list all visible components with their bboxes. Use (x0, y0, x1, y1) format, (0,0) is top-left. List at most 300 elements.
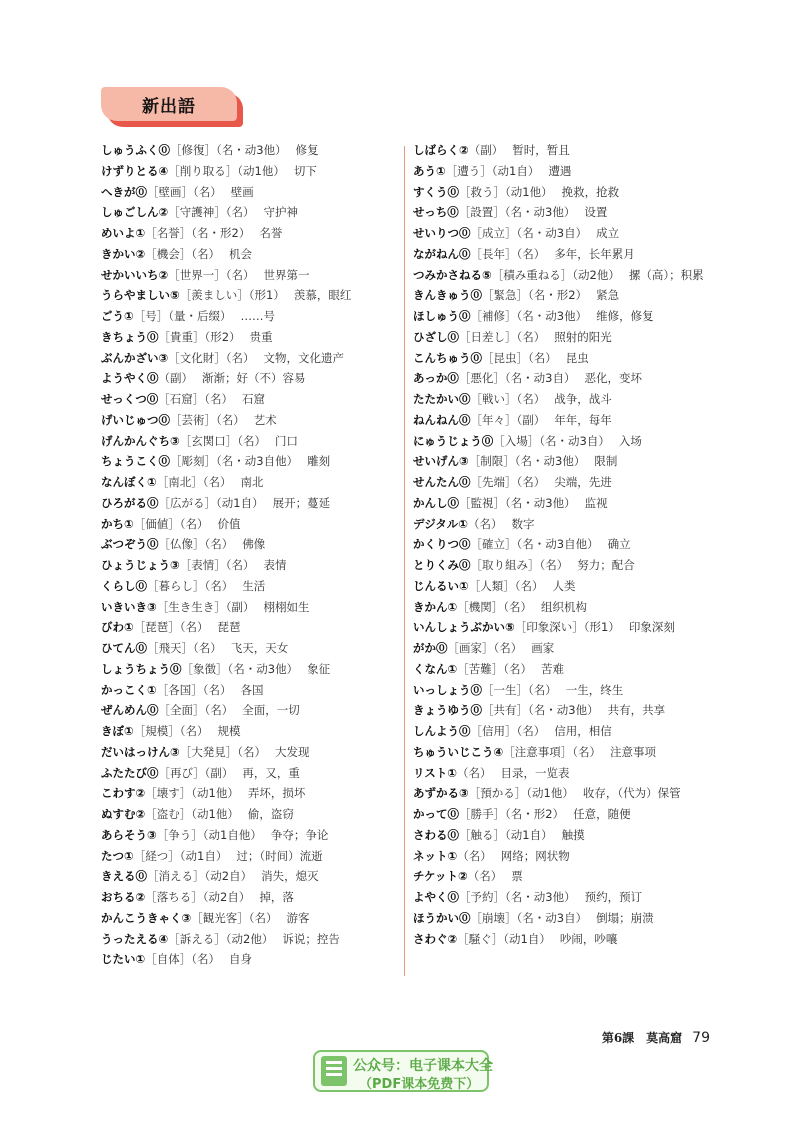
vocab-reading: かっこく① (101, 682, 157, 697)
vocab-entry (101, 265, 401, 286)
vocab-entry (413, 617, 743, 638)
vocab-meaning: 艺术 (253, 412, 277, 427)
vocab-kanji: ［象徴］ (181, 661, 228, 676)
vocab-reading: じたい① (101, 952, 146, 967)
vocab-entry (413, 285, 743, 306)
vocab-entry (101, 140, 401, 161)
lesson-label: 第6課 莫高窟 (601, 1031, 683, 1045)
vocab-entry (101, 244, 401, 265)
vocab-entry (413, 597, 743, 618)
vocab-entry (413, 555, 743, 576)
vocab-kanji: ［削り取る］ (168, 163, 238, 178)
vocab-meaning: 名誉 (259, 226, 283, 240)
vocab-reading: ほしゅう⓪ (413, 309, 471, 323)
vocab-kanji: ［設置］ (458, 205, 505, 220)
vocab-entry (413, 451, 743, 472)
vocab-entry (101, 949, 401, 970)
vocab-reading: ぜんめん⓪ (101, 703, 159, 718)
vocab-reading: つみかさねる⑤ (413, 267, 492, 282)
vocab-part-of-speech: （名） (516, 475, 546, 489)
vocab-part-of-speech: （名） (179, 724, 209, 738)
vocab-meaning: 印象深刻 (628, 620, 675, 635)
vocab-kanji: ［積み重ねる］ (491, 267, 573, 282)
vocab-reading: せいりつ⓪ (413, 226, 471, 240)
vocab-part-of-speech: （名・动3他） (516, 309, 588, 323)
vocab-kanji: ［訴える］ (168, 931, 226, 946)
vocab-reading: きょうゆう⓪ (413, 703, 482, 718)
vocab-reading: おちる② (101, 890, 146, 904)
vocab-kanji: ［琵琶］ (133, 620, 180, 635)
vocab-part-of-speech: （名・形2） (528, 288, 588, 303)
vocab-entry (101, 700, 401, 721)
vocab-reading: あずかる③ (413, 786, 469, 801)
vocab-reading: いきいき③ (101, 599, 157, 614)
vocab-meaning: 摞（高）；积累 (628, 267, 704, 282)
vocab-part-of-speech: （名） (237, 433, 266, 448)
vocab-entry (101, 285, 401, 306)
vocab-meaning: 佛像 (242, 537, 266, 552)
vocab-entry (101, 783, 401, 804)
vocab-entry (413, 659, 743, 680)
vocab-reading: じんるい① (413, 578, 469, 593)
vocab-part-of-speech: （名） (467, 869, 503, 884)
vocab-reading: せいげん③ (413, 454, 469, 469)
vocab-reading: がか⓪ (413, 641, 448, 655)
vocab-reading: かんし⓪ (413, 495, 459, 510)
vocab-reading: いんしょうぶかい⑤ (413, 620, 515, 635)
vocab-kanji: ［仏像］ (158, 537, 205, 552)
vocab-kanji: ［彫刻］ (170, 454, 216, 469)
vocab-kanji: ［予約］ (459, 890, 505, 904)
vocab-reading: いっしょう⓪ (413, 682, 482, 697)
vocab-meaning: 战争，战斗 (554, 392, 612, 406)
vocab-part-of-speech: （名・动3自他） (516, 537, 599, 552)
vocab-meaning: 自身 (229, 952, 252, 967)
vocab-entry (101, 866, 401, 887)
vocab-meaning: 石窟 (242, 392, 266, 406)
vocab-part-of-speech: （名） (193, 641, 222, 655)
vocab-meaning: 触摸 (561, 827, 585, 842)
vocab-kanji: ［争う］ (156, 827, 203, 842)
vocab-entry (101, 825, 401, 846)
vocab-part-of-speech: （名） (225, 350, 255, 365)
vocab-reading: すくう⓪ (413, 184, 459, 199)
vocab-meaning: 设置 (584, 205, 608, 220)
vocab-reading: ひてん⓪ (101, 641, 147, 655)
vocab-entry (413, 763, 743, 784)
vocab-meaning: 收存，（代为）保管 (582, 786, 681, 801)
vocab-part-of-speech: （动1自） (503, 931, 551, 946)
vocab-kanji: ［戦い］ (470, 392, 517, 406)
vocab-entry (101, 680, 401, 701)
vocab-entry (413, 410, 743, 431)
vocab-kanji: ［価値］ (133, 516, 180, 531)
vocab-reading: たつ① (101, 848, 134, 863)
vocab-part-of-speech: （名・动3他） (216, 143, 287, 157)
vocab-meaning: 注意事项 (610, 744, 656, 759)
vocab-part-of-speech: （名） (216, 412, 245, 427)
vocab-part-of-speech: （名） (191, 246, 220, 261)
vocab-meaning: 文物，文化遗产 (263, 350, 344, 365)
vocab-reading: きかい② (101, 246, 146, 261)
vocab-reading: かち① (101, 516, 134, 531)
vocab-entry (101, 742, 401, 763)
vocab-part-of-speech: （形1） (583, 620, 620, 635)
vocab-meaning: 尖端，先进 (554, 475, 612, 489)
watermark (313, 1050, 493, 1092)
vocab-meaning: 消失，熄灭 (261, 869, 319, 884)
vocab-entry (101, 348, 401, 369)
vocab-meaning: 网络；网状物 (500, 848, 570, 863)
vocab-kanji: ［生き生き］ (156, 599, 226, 614)
vocab-meaning: 游客 (286, 910, 310, 925)
vocab-entry (413, 514, 743, 535)
vocab-entry (413, 929, 743, 950)
vocab-entry (413, 866, 743, 887)
vocab-part-of-speech: （形1） (248, 288, 285, 303)
vocab-kanji: ［共有］ (482, 703, 528, 718)
vocab-reading: しんよう⓪ (413, 724, 471, 738)
vocab-part-of-speech: （名） (179, 620, 209, 635)
vocab-part-of-speech: （名・动3自） (516, 910, 588, 925)
vocab-entry (101, 659, 401, 680)
vocab-entry (413, 161, 743, 182)
vocab-meaning: 诉说；控告 (282, 931, 340, 946)
vocab-entry (413, 223, 743, 244)
vocab-kanji: ［全面］ (158, 703, 205, 718)
vocab-part-of-speech: （动2自） (204, 869, 253, 884)
vocab-meaning: 年年，每年 (554, 412, 612, 427)
vocab-kanji: ［人類］ (468, 578, 515, 593)
vocab-reading: げんかんぐち③ (101, 433, 180, 448)
vocab-kanji: ［文化財］ (168, 350, 226, 365)
vocab-kanji: ［名誉］ (145, 226, 192, 240)
vocab-entry (413, 846, 743, 867)
vocab-reading: デジタル① (413, 516, 469, 531)
vocab-meaning: 贵重 (249, 329, 273, 344)
vocab-reading: うったえる④ (101, 931, 169, 946)
vocab-reading: かって⓪ (413, 807, 459, 821)
vocab-part-of-speech: （名） (225, 205, 255, 220)
vocab-kanji: ［表情］ (179, 558, 226, 572)
section-title (101, 87, 243, 127)
vocab-part-of-speech: （名） (237, 744, 266, 759)
vocab-reading: びわ① (101, 620, 134, 635)
vocab-reading: リスト① (413, 765, 458, 780)
vocab-meaning: 任意，随便 (573, 807, 631, 821)
vocab-entry (413, 306, 743, 327)
vocab-kanji: ［再び］ (158, 765, 205, 780)
vocab-reading: ひざし⓪ (413, 329, 459, 344)
vocab-part-of-speech: （名・动3他） (528, 703, 599, 718)
vocab-kanji: ［注意事項］ (503, 744, 573, 759)
vocab-meaning: 表情 (263, 558, 287, 572)
vocab-kanji: ［大発見］ (179, 744, 238, 759)
vocab-part-of-speech: （名・动3自） (539, 433, 610, 448)
vocab-reading: ながねん⓪ (413, 246, 471, 261)
vocab-kanji: ［取り組み］ (470, 558, 540, 572)
vocab-column-left (101, 140, 401, 970)
vocab-entry (101, 161, 401, 182)
vocab-meaning: 全面，一切 (242, 703, 300, 718)
vocab-kanji: ［勝手］ (459, 807, 505, 821)
vocab-part-of-speech: （动2他） (572, 267, 620, 282)
vocab-part-of-speech: （量・后缀） (168, 309, 232, 323)
vocab-entry (413, 700, 743, 721)
vocab-meaning: 一生，终生 (565, 682, 624, 697)
vocab-part-of-speech: （名） (204, 537, 234, 552)
vocab-entry (413, 244, 743, 265)
vocab-part-of-speech: （名） (225, 558, 255, 572)
vocab-entry (101, 410, 401, 431)
vocab-kanji: ［各国］ (156, 682, 203, 697)
vocab-meaning: 遭遇 (548, 163, 572, 178)
vocab-reading: くらし⓪ (101, 578, 147, 593)
vocab-reading: うらやましい⑤ (101, 288, 180, 303)
vocab-part-of-speech: （动1自） (491, 163, 540, 178)
vocab-meaning: 再，又，重 (242, 765, 300, 780)
vocab-entry (413, 825, 743, 846)
vocab-part-of-speech: （名・动3他） (505, 890, 576, 904)
vocab-reading: なんぼく① (101, 475, 157, 489)
vocab-reading: くなん① (413, 661, 458, 676)
vocab-entry (101, 389, 401, 410)
vocab-entry (413, 908, 743, 929)
vocab-reading: あっか⓪ (413, 371, 459, 386)
vocab-part-of-speech: （名） (204, 703, 234, 718)
vocab-reading: よやく⓪ (413, 890, 459, 904)
vocab-reading: きぼ① (101, 724, 134, 738)
vocab-part-of-speech: （名・动3自） (516, 226, 588, 240)
vocab-part-of-speech: （名・动3自） (504, 371, 576, 386)
vocab-kanji: ［修復］ (170, 143, 216, 157)
vocab-meaning: 监视 (584, 495, 608, 510)
vocab-meaning: 修复 (295, 143, 319, 157)
vocab-meaning: 昆虫 (565, 350, 589, 365)
vocab-meaning: 照射的阳光 (554, 329, 612, 344)
vocab-entry (101, 223, 401, 244)
vocab-part-of-speech: （动1他） (505, 184, 553, 199)
vocab-reading: めいよ① (101, 226, 146, 240)
vocab-meaning: 数字 (511, 516, 535, 531)
vocab-reading: あう① (413, 163, 446, 178)
vocab-kanji: ［崩壊］ (470, 910, 517, 925)
vocab-reading: とりくみ⓪ (413, 558, 471, 572)
vocab-entry (413, 887, 743, 908)
vocab-meaning: 限制 (594, 454, 618, 469)
vocab-meaning: 预约，预订 (584, 890, 643, 904)
vocab-entry (413, 472, 743, 493)
vocab-reading: けずりとる④ (101, 163, 169, 178)
vocab-kanji: ［入場］ (493, 433, 540, 448)
vocab-part-of-speech: （动1自） (505, 827, 553, 842)
vocab-reading: きちょう⓪ (101, 329, 159, 344)
vocab-part-of-speech: （名） (572, 744, 601, 759)
vocab-reading: さわる⓪ (413, 827, 459, 842)
vocab-kanji: ［昆虫］ (482, 350, 528, 365)
vocab-part-of-speech: （名） (204, 578, 234, 593)
vocab-meaning: 羡慕，眼红 (293, 288, 352, 303)
vocab-part-of-speech: （名） (468, 516, 503, 531)
vocab-part-of-speech: （动2他） (225, 931, 274, 946)
vocab-part-of-speech: （名） (193, 184, 222, 199)
vocab-reading: あらそう③ (101, 827, 157, 842)
vocab-kanji: ［壊す］ (145, 786, 192, 801)
vocab-kanji: ［日差し］ (459, 329, 517, 344)
vocab-part-of-speech: （名） (516, 246, 546, 261)
vocab-kanji: ［守護神］ (168, 205, 226, 220)
vocab-meaning: 大发现 (275, 744, 310, 759)
vocab-kanji: ［苦難］ (457, 661, 504, 676)
vocab-kanji: ［補修］ (470, 309, 517, 323)
vocab-part-of-speech: （名・动3自他） (216, 454, 299, 469)
vocab-part-of-speech: （动1他） (237, 163, 285, 178)
vocab-part-of-speech: （名・形2） (191, 226, 251, 240)
vocab-meaning: 目录，一览表 (500, 765, 570, 780)
vocab-reading: ちゅういじこう④ (413, 744, 504, 759)
vocab-reading: ぬすむ② (101, 807, 146, 821)
vocab-part-of-speech: （名） (514, 578, 544, 593)
vocab-entry (413, 182, 743, 203)
vocab-part-of-speech: （动1他） (526, 786, 574, 801)
vocab-kanji: ［確立］ (470, 537, 517, 552)
vocab-reading: ようやく⓪ (101, 371, 159, 386)
vocab-kanji: ［騒ぐ］ (457, 931, 504, 946)
vocab-kanji: ［機関］ (457, 599, 504, 614)
vocab-part-of-speech: （名） (191, 952, 220, 967)
vocab-entry (101, 638, 401, 659)
vocab-reading: ネット① (413, 848, 458, 863)
vocab-meaning: 倒塌；崩溃 (596, 910, 654, 925)
vocab-kanji: ［壁画］ (147, 184, 193, 199)
vocab-reading: ふたたび⓪ (101, 765, 159, 780)
vocab-entry (101, 514, 401, 535)
vocab-kanji: ［盗む］ (145, 807, 192, 821)
vocab-reading: きかん① (413, 599, 458, 614)
vocab-kanji: ［成立］ (470, 226, 517, 240)
vocab-reading: ちょうこく⓪ (101, 454, 170, 469)
vocab-kanji: ［観光客］ (191, 910, 249, 925)
watermark-line2: （PDF课本免费下） (359, 1077, 480, 1092)
vocab-meaning: 确立 (607, 537, 631, 552)
vocab-entry (101, 306, 401, 327)
vocab-kanji: ［世界一］ (168, 267, 226, 282)
vocab-reading: しゅうふく⓪ (101, 143, 170, 157)
vocab-part-of-speech: （名・动3他） (227, 661, 299, 676)
vocab-entry (101, 721, 401, 742)
vocab-entry (101, 804, 401, 825)
vocab-reading: せっくつ⓪ (101, 392, 159, 406)
vocab-kanji: ［暮らし］ (147, 578, 205, 593)
vocab-kanji: ［羨ましい］ (179, 288, 249, 303)
vocab-kanji: ［経つ］ (133, 848, 180, 863)
vocab-meaning: 弄坏，损坏 (247, 786, 306, 801)
vocab-entry (101, 493, 401, 514)
vocab-meaning: 栩栩如生 (263, 599, 310, 614)
vocab-reading: きんきゅう⓪ (413, 288, 482, 303)
vocab-kanji: ［年々］ (470, 412, 517, 427)
vocab-part-of-speech: （名） (503, 599, 532, 614)
vocab-part-of-speech: （名・动3他） (505, 495, 576, 510)
vocab-entry (101, 202, 401, 223)
vocab-meaning: 机会 (229, 246, 252, 261)
vocab-part-of-speech: （动1他） (191, 786, 239, 801)
vocab-meaning: 渐渐；好（不）容易 (202, 371, 306, 386)
vocab-entry (413, 493, 743, 514)
vocab-meaning: 南北 (240, 475, 264, 489)
vocab-kanji: ［監視］ (459, 495, 505, 510)
vocab-kanji: ［号］ (133, 309, 169, 323)
vocab-reading: たたかい⓪ (413, 392, 471, 406)
vocab-meaning: 展开；蔓延 (272, 495, 331, 510)
vocab-kanji: ［悪化］ (458, 371, 505, 386)
vocab-meaning: 暂时，暂且 (512, 143, 570, 157)
vocab-kanji: ［貴重］ (158, 329, 205, 344)
vocab-meaning: 维修，修复 (596, 309, 654, 323)
vocab-reading: せっち⓪ (413, 205, 459, 220)
vocab-reading: ごう① (101, 309, 134, 323)
vocab-entry (101, 929, 401, 950)
vocab-part-of-speech: （副） (516, 412, 546, 427)
vocab-part-of-speech: （动1自） (216, 495, 264, 510)
vocab-kanji: ［広がる］ (158, 495, 216, 510)
vocab-entry (413, 368, 743, 389)
vocab-meaning: 壁画 (230, 184, 254, 199)
vocab-part-of-speech: （名） (204, 392, 234, 406)
vocab-kanji: ［長年］ (470, 246, 517, 261)
vocab-meaning: 多年，长年累月 (554, 246, 635, 261)
vocab-part-of-speech: （名） (457, 765, 492, 780)
vocab-meaning: 切下 (293, 163, 317, 178)
vocab-reading: にゅうじょう⓪ (413, 433, 494, 448)
vocab-meaning: 吵闹，吵嚷 (559, 931, 618, 946)
vocab-kanji: ［消える］ (147, 869, 205, 884)
book-icon (321, 1056, 347, 1086)
column-divider (404, 146, 405, 976)
vocab-meaning: 努力；配合 (577, 558, 635, 572)
vocab-meaning: 挽救，抢救 (561, 184, 620, 199)
vocab-entry (413, 348, 743, 369)
vocab-entry (101, 327, 401, 348)
vocab-reading: チケット② (413, 869, 468, 884)
vocab-kanji: ［落ちる］ (145, 890, 203, 904)
vocab-kanji: ［緊急］ (482, 288, 528, 303)
section-title-label: 新出語 (101, 87, 237, 121)
vocab-kanji: ［遭う］ (445, 163, 492, 178)
vocab-part-of-speech: （名） (516, 724, 546, 738)
vocab-kanji: ［機会］ (145, 246, 192, 261)
vocab-entry (101, 472, 401, 493)
vocab-entry (101, 182, 401, 203)
vocab-kanji: ［触る］ (459, 827, 505, 842)
vocab-part-of-speech: （名） (225, 267, 255, 282)
vocab-meaning: 守护神 (263, 205, 298, 220)
vocab-part-of-speech: （副） (158, 371, 193, 386)
vocab-meaning: 世界第一 (263, 267, 310, 282)
vocab-entry (101, 555, 401, 576)
vocab-meaning: 恶化，变坏 (584, 371, 642, 386)
vocab-meaning: 象征 (307, 661, 331, 676)
vocab-part-of-speech: （名） (202, 475, 232, 489)
vocab-entry (413, 804, 743, 825)
vocab-part-of-speech: （动1他） (191, 807, 239, 821)
vocab-kanji: ［一生］ (482, 682, 528, 697)
vocab-part-of-speech: （名） (516, 329, 546, 344)
vocab-meaning: 票 (511, 869, 523, 884)
vocab-part-of-speech: （形2） (204, 329, 241, 344)
vocab-meaning: 信用，相信 (554, 724, 612, 738)
vocab-part-of-speech: （名・形2） (505, 807, 565, 821)
